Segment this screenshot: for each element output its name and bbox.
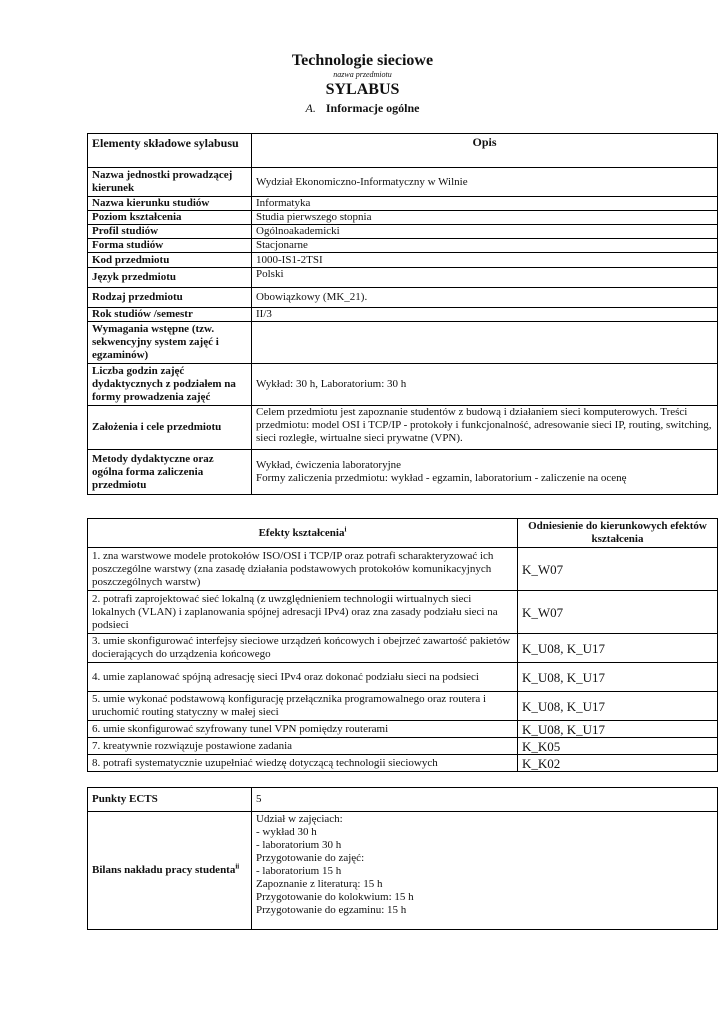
table-row [88,239,718,253]
table-row [88,591,718,634]
workload-label: Bilans nakładu pracy studenta [92,864,236,876]
header-outcomes [88,519,518,548]
outcomes-header-row [88,519,718,548]
outcome-text: 4. umie zaplanować spójną adresację sieci IPv4 oraz dokonać podziału sieci na podsieci [88,663,518,692]
row-value: Ogólnoakademicki [252,225,718,239]
row-label: Nazwa jednostki prowadzącej kierunek [88,168,252,197]
outcome-reference: K_K02 [518,755,718,772]
table-row [88,268,718,288]
outcome-text: 7. kreatywnie rozwiązuje postawione zadania [88,738,518,755]
outcome-reference: K_K05 [518,738,718,755]
course-title-caption: nazwa przedmiotu [333,70,392,79]
table-row [88,450,718,495]
table-row [88,663,718,692]
row-label: Założenia i cele przedmiotu [88,406,252,450]
outcome-reference: K_W07 [518,591,718,634]
row-label: Profil studiów [88,225,252,239]
ects-table [87,787,718,930]
outcome-text: 8. potrafi systematycznie uzupełniać wiedzę dotyczącą technologii sieciowych [88,755,518,772]
header-outcomes-label: Efekty kształcenia [258,526,345,539]
row-label: Kod przedmiotu [88,253,252,268]
outcome-reference: K_U08, K_U17 [518,692,718,721]
section-title: Informacje ogólne [325,101,420,115]
row-label: Wymagania wstępne (tzw. sekwencyjny system zajęć i egzaminów) [88,322,252,364]
outcome-text: 6. umie skonfigurować szyfrowany tunel VPN pomiędzy routerami [88,721,518,738]
header-description: Opis [252,134,718,168]
workload-row [88,812,718,930]
table-row [88,634,718,663]
row-value: Stacjonarne [252,239,718,253]
outcome-text: 5. umie wykonać podstawową konfigurację przełącznika programowalnego oraz routera i uruchomić routing statyczny w małej sieci [88,692,518,721]
table-row [88,308,718,322]
row-value: Obowiązkowy (MK_21). [252,288,718,308]
row-value [252,322,718,364]
table-row [88,738,718,755]
row-value: Polski [252,268,718,288]
outcome-text: 3. umie skonfigurować interfejsy sieciowe urządzeń końcowych i obejrzeć zawartość pakietów docierających do urządzenia końcowego [88,634,518,663]
outcome-reference: K_W07 [518,548,718,591]
table-row [88,692,718,721]
footnote-marker: i [344,524,347,533]
workload-label-cell [88,812,252,930]
row-value: Informatyka [252,197,718,211]
row-value: Wykład: 30 h, Laboratorium: 30 h [252,364,718,406]
learning-outcomes-table [87,518,718,772]
general-header-row [88,134,718,168]
row-label: Forma studiów [88,239,252,253]
course-title: Technologie sieciowe [291,52,434,69]
table-row [88,211,718,225]
row-label: Nazwa kierunku studiów [88,197,252,211]
outcome-text: 1. zna warstwowe modele protokołów ISO/OSI i TCP/IP oraz potrafi scharakteryzować ich poszczególne warstwy (zna zasadę działania podstawowych protokołów komunikacyjnych poszczególnych warstw) [88,548,518,591]
row-value: Studia pierwszego stopnia [252,211,718,225]
row-label: Metody dydaktyczne oraz ogólna forma zaliczenia przedmiotu [88,450,252,495]
ects-value: 5 [252,788,718,812]
row-label: Poziom kształcenia [88,211,252,225]
table-row [88,253,718,268]
row-value: II/3 [252,308,718,322]
outcome-text: 2. potrafi zaprojektować sieć lokalną (z uwzględnieniem technologii wirtualnych sieci lokalnych (VLAN) i zaplanowania spójnej adresacji IPv4) oraz zna zasady podziału sieci na podsieci [88,591,518,634]
row-label: Liczba godzin zajęć dydaktycznych z podziałem na formy prowadzenia zajęć [88,364,252,406]
table-row [88,548,718,591]
document-type: SYLABUS [325,81,400,98]
ects-label: Punkty ECTS [88,788,252,812]
row-value: Celem przedmiotu jest zapoznanie studentów z budową i działaniem sieci komputerowych. Treści przedmiotu: model OSI i TCP/IP - protokoły i funkcjonalność, adresowanie sieci IP, routing, switching, sieci rozległe, wirtualne sieci prywatne (VPN). [252,406,718,450]
ects-row [88,788,718,812]
general-info-table [87,133,718,495]
row-value: 1000-IS1-2TSI [252,253,718,268]
footnote-marker: ii [235,862,240,871]
table-row [88,288,718,308]
header-reference: Odniesienie do kierunkowych efektów kształcenia [518,519,718,548]
table-row [88,168,718,197]
table-row [88,197,718,211]
section-letter: A. [305,101,316,115]
table-row [88,322,718,364]
row-label: Rok studiów /semestr [88,308,252,322]
document-header [0,52,725,116]
row-label: Rodzaj przedmiotu [88,288,252,308]
table-row [88,364,718,406]
row-value: Wydział Ekonomiczno-Informatyczny w Wilnie [252,168,718,197]
workload-breakdown: Udział w zajęciach: - wykład 30 h - laboratorium 30 h Przygotowanie do zajęć: - laboratorium 15 h Zapoznanie z literaturą: 15 h Przygotowanie do kolokwium: 15 h Przygotowanie do egzaminu: 15 h [252,812,718,930]
row-label: Język przedmiotu [88,268,252,288]
row-value: Wykład, ćwiczenia laboratoryjne Formy zaliczenia przedmiotu: wykład - egzamin, laboratorium - zaliczenie na ocenę [252,450,718,495]
table-row [88,225,718,239]
section-heading [0,100,725,116]
table-row [88,755,718,772]
table-row [88,406,718,450]
outcome-reference: K_U08, K_U17 [518,634,718,663]
outcome-reference: K_U08, K_U17 [518,721,718,738]
table-row [88,721,718,738]
outcome-reference: K_U08, K_U17 [518,663,718,692]
header-elements: Elementy składowe sylabusu [88,134,252,168]
